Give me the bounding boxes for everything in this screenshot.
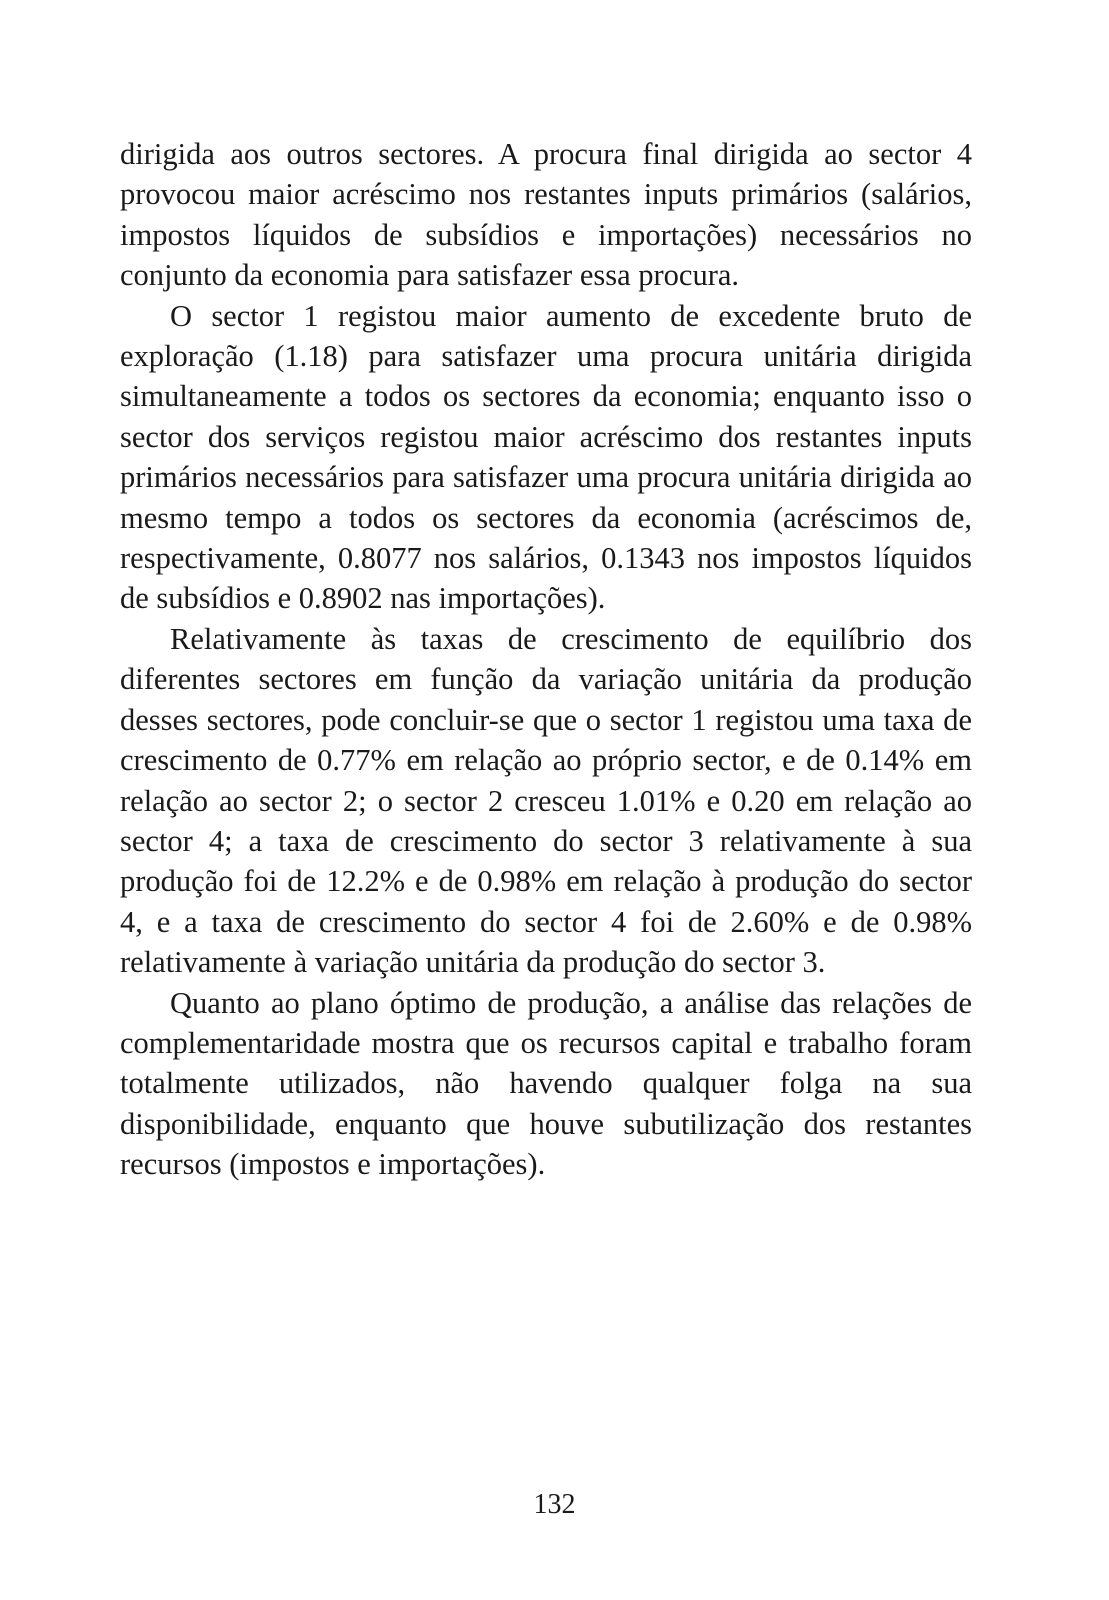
body-text bbox=[120, 134, 972, 1185]
paragraph-sector-1: O sector 1 registou maior aumento de excedente bruto de exploração (1.18) para satisfazer uma procura unitária dirigida simultaneamente a todos os sectores da economia; enquanto isso o sector dos serviços registou maior acréscimo dos restantes inputs primários necessários para satisfazer uma procura unitária dirigida ao mesmo tempo a todos os sectores da economia (acréscimos de, respectivamente, 0.8077 nos salários, 0.1343 nos impostos líquidos de subsídios e 0.8902 nas importações). bbox=[120, 298, 972, 616]
paragraph-growth-rates: Relativamente às taxas de crescimento de equilíbrio dos diferentes sectores em função da variação unitária da produção desses sectores, pode concluir-se que o sector 1 registou uma taxa de crescimento de 0.77% em relação ao próprio sector, e de 0.14% em relação ao sector 2; o sector 2 cresceu 1.01% e 0.20 em relação ao sector 4; a taxa de crescimento do sector 3 relativamente à sua produção foi de 12.2% e de 0.98% em relação à produção do sector 4, e a taxa de crescimento do sector 4 foi de 2.60% e de 0.98% relativamente à variação unitária da produção do sector 3. bbox=[120, 621, 972, 980]
page-number: 132 bbox=[533, 1489, 576, 1520]
paragraph-continuation: dirigida aos outros sectores. A procura final dirigida ao sector 4 provocou maior acréscimo nos restantes inputs primários (salários, impostos líquidos de subsídios e importações) necessários no conjunto da economia para satisfazer essa procura. bbox=[120, 137, 972, 293]
paragraph-optimal-plan: Quanto ao plano óptimo de produção, a análise das relações de complementaridade mostra que os recursos capital e trabalho foram totalmente utilizados, não havendo qualquer folga na sua disponibilidade, enquanto que houve subutilização dos restantes recursos (impostos e importações). bbox=[120, 985, 972, 1182]
